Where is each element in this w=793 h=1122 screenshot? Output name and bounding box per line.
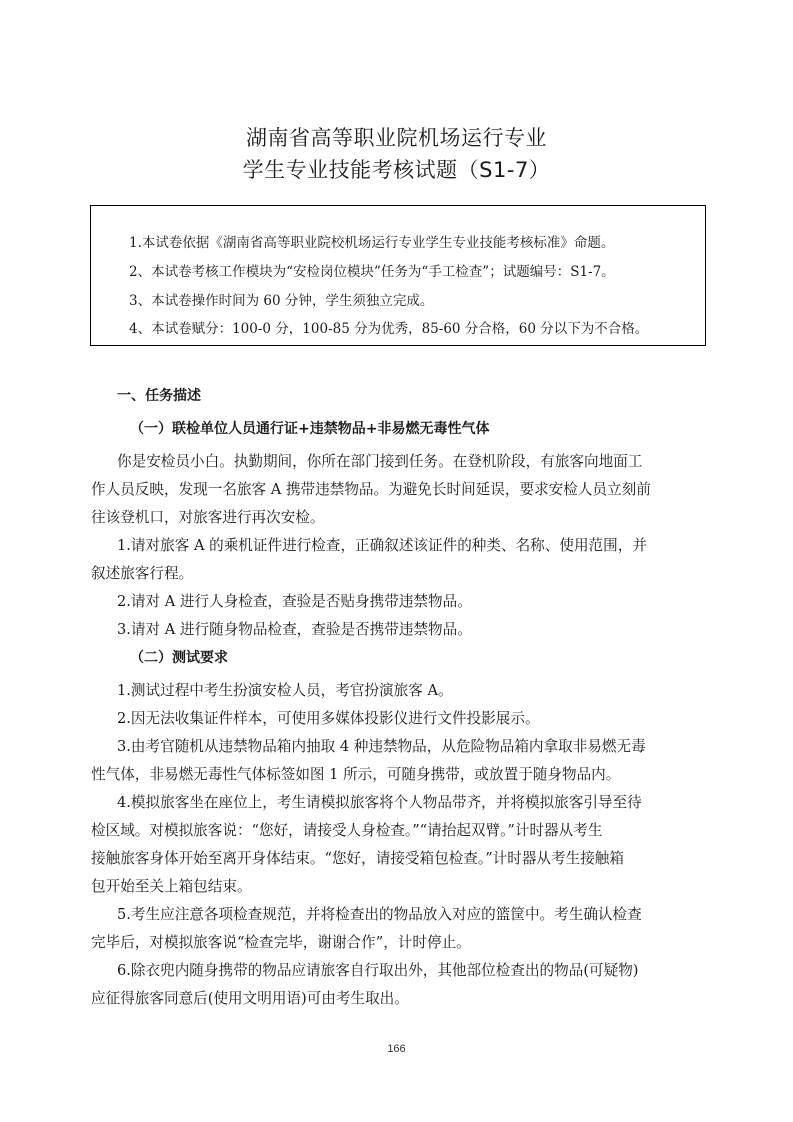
- paragraph-line: 你是安检员小白。执勤期间，你所在部门接到任务。在登机阶段，有旅客向地面工: [117, 453, 643, 470]
- subsection-heading-2: （二）测试要求: [130, 650, 228, 666]
- paragraph-line: 接触旅客身体开始至离开身体结束。“您好，请接受箱包检查。”计时器从考生接触箱: [91, 850, 624, 867]
- paragraph-line: 1.测试过程中考生扮演安检人员，考官扮演旅客 A。: [117, 682, 453, 699]
- paragraph-line: 叙述旅客行程。: [91, 565, 194, 582]
- paragraph-line: 2.请对 A 进行人身检查，查验是否贴身携带违禁物品。: [117, 593, 472, 610]
- paragraph-line: 性气体，非易燃无毒性气体标签如图 1 所示，可随身携带，或放置于随身物品内。: [91, 766, 621, 783]
- notice-box: [90, 205, 706, 346]
- paragraph-line: 5.考生应注意各项检查规范，并将检查出的物品放入对应的篮筐中。考生确认检查: [117, 906, 642, 923]
- page-number: 166: [387, 1043, 406, 1055]
- paragraph-line: 作人员反映，发现一名旅客 A 携带违禁物品。为避免长时间延误，要求安检人员立刻前: [91, 481, 651, 498]
- paragraph-line: 完毕后，对模拟旅客说“检查完毕，谢谢合作”，计时停止。: [91, 934, 471, 951]
- subsection-heading-1: （一）联检单位人员通行证+违禁物品+非易燃无毒性气体: [130, 421, 490, 437]
- paragraph-line: 1.请对旅客 A 的乘机证件进行检查，正确叙述该证件的种类、名称、使用范围，并: [117, 537, 647, 554]
- paragraph-line: 3.请对 A 进行随身物品检查，查验是否携带违禁物品。: [117, 621, 472, 638]
- paragraph-line: 2.因无法收集证件样本，可使用多媒体投影仪进行文件投影展示。: [117, 710, 540, 727]
- paragraph-line: 应征得旅客同意后(使用文明用语)可由考生取出。: [91, 990, 409, 1007]
- notice-item: 3、本试卷操作时间为 60 分钟，学生须独立完成。: [129, 293, 434, 309]
- section-heading-task-description: 一、任务描述: [117, 388, 201, 404]
- notice-item: 4、本试卷赋分：100-0 分，100-85 分为优秀，85-60 分合格，60 分以下为不合格。: [129, 321, 649, 337]
- notice-item: 2、本试卷考核工作模块为“安检岗位模块”任务为“手工检查”；试题编号：S1-7。: [129, 264, 615, 280]
- paragraph-line: 3.由考官随机从违禁物品箱内抽取 4 种违禁物品，从危险物品箱内拿取非易燃无毒: [117, 738, 646, 755]
- paragraph-line: 往该登机口，对旅客进行再次安检。: [91, 509, 325, 526]
- paragraph-line: 6.除衣兜内随身携带的物品应请旅客自行取出外，其他部位检查出的物品(可疑物): [117, 962, 639, 979]
- page-title-line-2: 学生专业技能考核试题（S1-7）: [242, 158, 551, 182]
- paragraph-line: 包开始至关上箱包结束。: [91, 878, 252, 895]
- paragraph-line: 4.模拟旅客坐在座位上，考生请模拟旅客将个人物品带齐，并将模拟旅客引导至待: [117, 794, 642, 811]
- paragraph-line: 检区域。对模拟旅客说：“您好，请接受人身检查。”“请抬起双臂。”计时器从考生: [91, 822, 603, 839]
- notice-item: 1.本试卷依据《湖南省高等职业院校机场运行专业学生专业技能考核标准》命题。: [129, 235, 615, 251]
- page-title-line-1: 湖南省高等职业院机场运行专业: [246, 126, 547, 150]
